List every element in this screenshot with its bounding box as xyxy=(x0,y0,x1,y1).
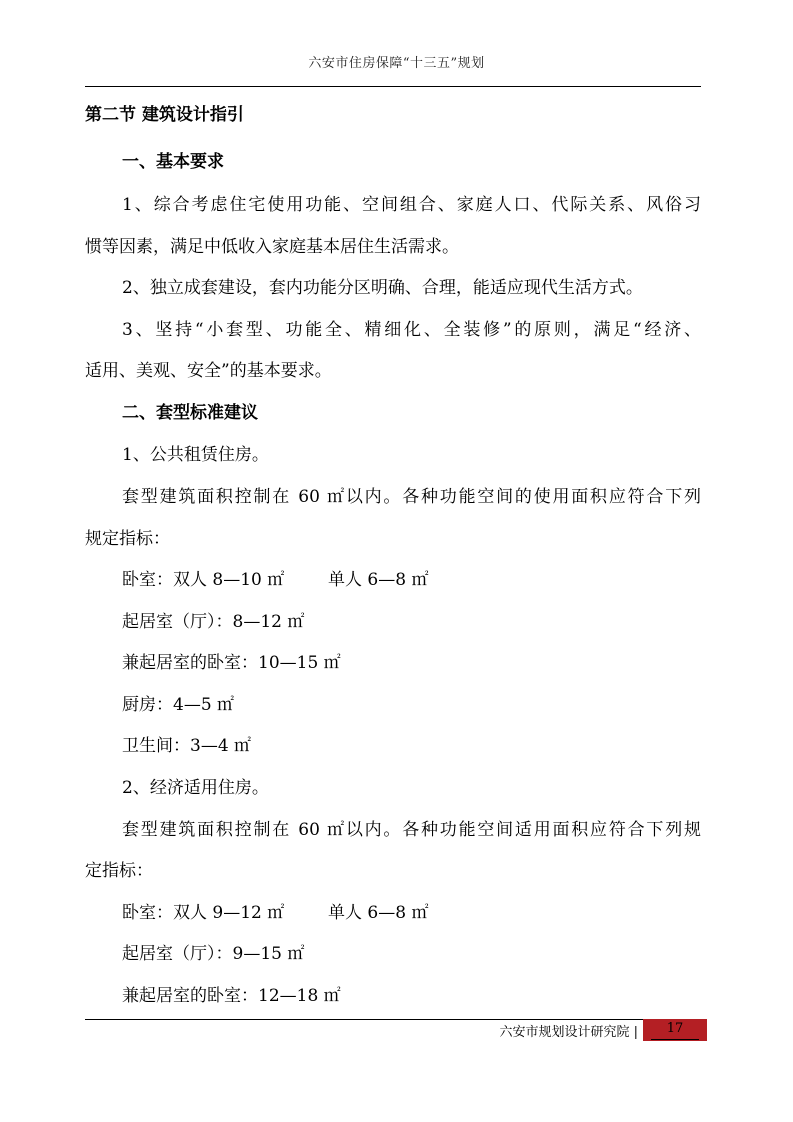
public-combo: 兼起居室的卧室：10—15 ㎡ xyxy=(122,653,341,673)
part1-item1-line1: 1、综合考虑住宅使用功能、空间组合、家庭人口、代际关系、风俗习 xyxy=(122,195,701,215)
part1-item1-line2: 惯等因素，满足中低收入家庭基本居住生活需求。 xyxy=(85,237,459,257)
affordable-housing-title: 2、经济适用住房。 xyxy=(122,778,269,798)
affordable-living: 起居室（厅）：9—15 ㎡ xyxy=(122,944,305,964)
footer-org: 六安市规划设计研究院 | xyxy=(499,1025,638,1040)
section-title: 第二节 建筑设计指引 xyxy=(85,105,244,125)
affordable-desc-line2: 定指标： xyxy=(85,861,153,881)
page-number-underline xyxy=(651,1039,699,1040)
public-bedroom: 卧室：双人 8—10 ㎡ xyxy=(122,570,285,590)
public-bath: 卫生间：3—4 ㎡ xyxy=(122,736,252,756)
part1-item3-line1: 3、坚持“小套型、功能全、精细化、全装修”的原则，满足“经济、 xyxy=(122,320,701,340)
affordable-desc-line1: 套型建筑面积控制在 60 ㎡以内。各种功能空间适用面积应符合下列规 xyxy=(122,820,701,840)
public-desc-line1: 套型建筑面积控制在 60 ㎡以内。各种功能空间的使用面积应符合下列 xyxy=(122,487,701,507)
page-number: 17 xyxy=(666,1021,684,1036)
affordable-bedroom-single: 单人 6—8 ㎡ xyxy=(328,903,429,923)
part2-heading: 二、套型标准建议 xyxy=(122,403,258,423)
public-desc-line2: 规定指标： xyxy=(85,529,170,549)
public-bedroom-single: 单人 6—8 ㎡ xyxy=(328,570,429,590)
affordable-bedroom: 卧室：双人 9—12 ㎡ xyxy=(122,903,285,923)
header-rule xyxy=(85,86,701,87)
footer-rule xyxy=(85,1019,701,1020)
part1-item3-line2: 适用、美观、安全”的基本要求。 xyxy=(85,361,332,381)
public-living: 起居室（厅）：8—12 ㎡ xyxy=(122,612,305,632)
affordable-combo: 兼起居室的卧室：12—18 ㎡ xyxy=(122,986,341,1006)
page-number-box xyxy=(643,1019,707,1041)
page-header: 六安市住房保障“十三五”规划 xyxy=(308,56,485,71)
public-housing-title: 1、公共租赁住房。 xyxy=(122,445,269,465)
part1-item2: 2、独立成套建设，套内功能分区明确、合理，能适应现代生活方式。 xyxy=(122,278,643,298)
part1-heading: 一、基本要求 xyxy=(122,152,224,172)
public-kitchen: 厨房：4—5 ㎡ xyxy=(122,695,235,715)
